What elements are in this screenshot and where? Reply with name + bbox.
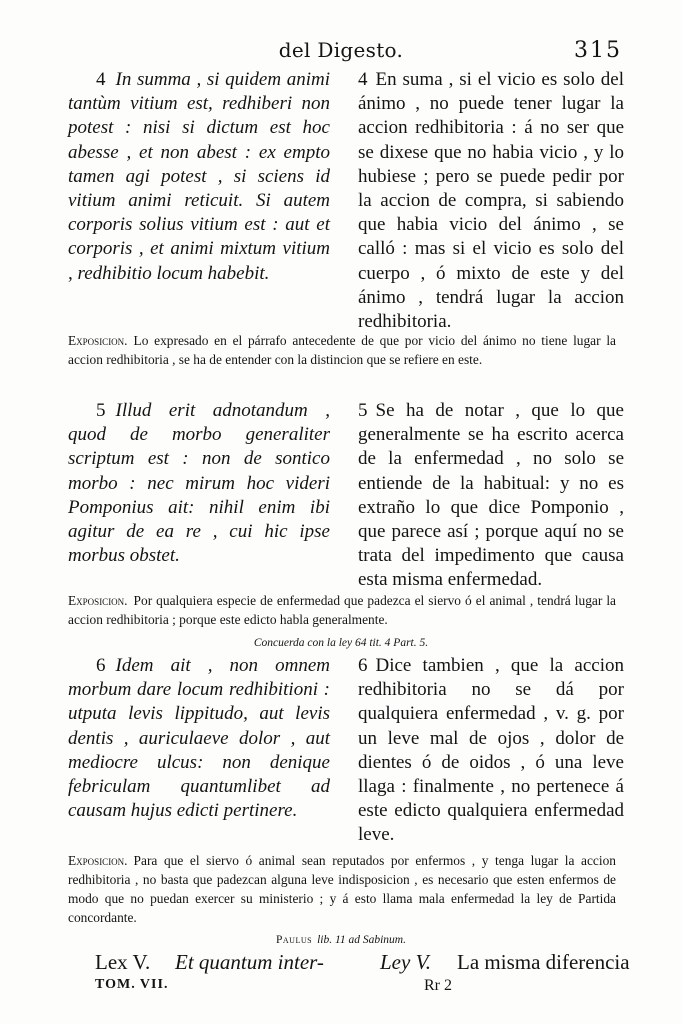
exposition-5 [68, 591, 616, 629]
exposition-text: Por qualquiera especie de enfermedad que padezca el siervo ó el animal , tendrá lugar la accion redhibitoria ; porque este edicto habla generalmente. [68, 593, 616, 627]
latin-column [68, 654, 330, 848]
section-number: 5 [358, 400, 368, 421]
exposition-label: Exposicion. [68, 853, 128, 868]
section-number: 4 [358, 69, 368, 90]
page-footer [95, 977, 475, 1001]
exposition-text: Lo expresado en el párrafo antecedente de que por vicio del ánimo no tiene lugar la accion redhibitoria , se ha de entender con la distincion que se refiere en este. [68, 333, 616, 367]
spanish-column [358, 68, 624, 334]
law-source-line [0, 934, 682, 946]
exposition-text: Para que el siervo ó animal sean reputados por enfermos , y tenga lugar la accion redhibitoria , no basta que padezcan alguna leve indisposicion , es necesario que esten enfermos de modo que no puedan exercer su ministerio ; y á esto llama mala enfermedad la ley de Partida concordante. [68, 853, 616, 925]
concordance-note: Concuerda con la ley 64 tit. 4 Part. 5. [253, 637, 429, 649]
volume-label: TOM. VII. [95, 977, 169, 992]
latin-text: Illud erit adnotandum , quod de morbo generaliter scriptum est : non de sontico morbo : nec mirum hoc videri Pomponius ait: nihil enim ibi agitur de ea re , cui hic ipse morbus obstet. [68, 400, 330, 567]
law-book: lib. 11 ad Sabinum. [317, 934, 406, 946]
running-head [0, 38, 682, 66]
exposition-6 [68, 851, 616, 927]
section-4-text [68, 68, 624, 334]
running-title: del Digesto. [278, 38, 404, 62]
latin-column [68, 68, 330, 334]
ley-incipit: La misma diferencia [457, 950, 630, 974]
law-author: Paulus [276, 934, 313, 946]
exposition-4 [68, 331, 616, 369]
section-number: 6 [96, 655, 106, 676]
spanish-text: Dice tambien , que la accion redhibitoria no se dá por qualquiera enfermedad , v. g. por un leve mal de ojos , dolor de dientes ó de oidos , ó una leve llaga : finalmente , no pertenece á este edicto qualquiera enfermedad leve. [358, 655, 624, 846]
spanish-column [358, 399, 624, 593]
section-6-text [68, 654, 624, 848]
lex-incipit: Et quantum inter- [175, 950, 324, 974]
spanish-text: En suma , si el vicio es solo del ánimo , no puede tener lugar la accion redhibitoria : á no ser que se dixese que no habia vicio , y lo hubiese ; pero se puede pedir por la accion de compra, si sabiendo que habia vicio del ánimo , se calló : mas si el vicio es solo del cuerpo , ó mixto de este y del ánimo , tendrá lugar la accion redhibitoria. [358, 69, 624, 333]
latin-text: Idem ait , non omnem morbum dare locum redhibitioni : utputa levis lippitudo, aut levis dentis , auriculaeve dolor , aut mediocre ulcus: non denique febriculam quantumlibet ad causam hujus edicti pertinere. [68, 655, 330, 822]
latin-text: In summa , si quidem animi tantùm vitium est, redhiberi non potest : nisi si dictum est hoc abesse , et non abest : ex empto tamen agi potest , si sciens id vitium animi reticuit. Si autem corporis solius vitium est : aut et corporis , et animi mixtum vitium , redhibitio locum habebit. [68, 69, 330, 284]
section-5-text [68, 399, 624, 593]
spanish-column [358, 654, 624, 848]
page-number: 315 [574, 38, 622, 63]
exposition-label: Exposicion. [68, 333, 128, 348]
exposition-label: Exposicion. [68, 593, 128, 608]
latin-column [68, 399, 330, 593]
lex-heading: Lex V. [95, 950, 151, 974]
section-number: 6 [358, 655, 368, 676]
spanish-text: Se ha de notar , que lo que generalmente se ha escrito acerca de la enfermedad , no solo se entiende de la habitual: y no es extraño lo que dice Pomponio , que parece así ; porque aquí no se trata del impedimento que causa esta misma enfermedad. [358, 400, 624, 591]
ley-heading: Ley V. [380, 950, 431, 974]
section-number: 4 [96, 69, 106, 90]
section-number: 5 [96, 400, 106, 421]
signature-mark: Rr 2 [424, 977, 452, 994]
